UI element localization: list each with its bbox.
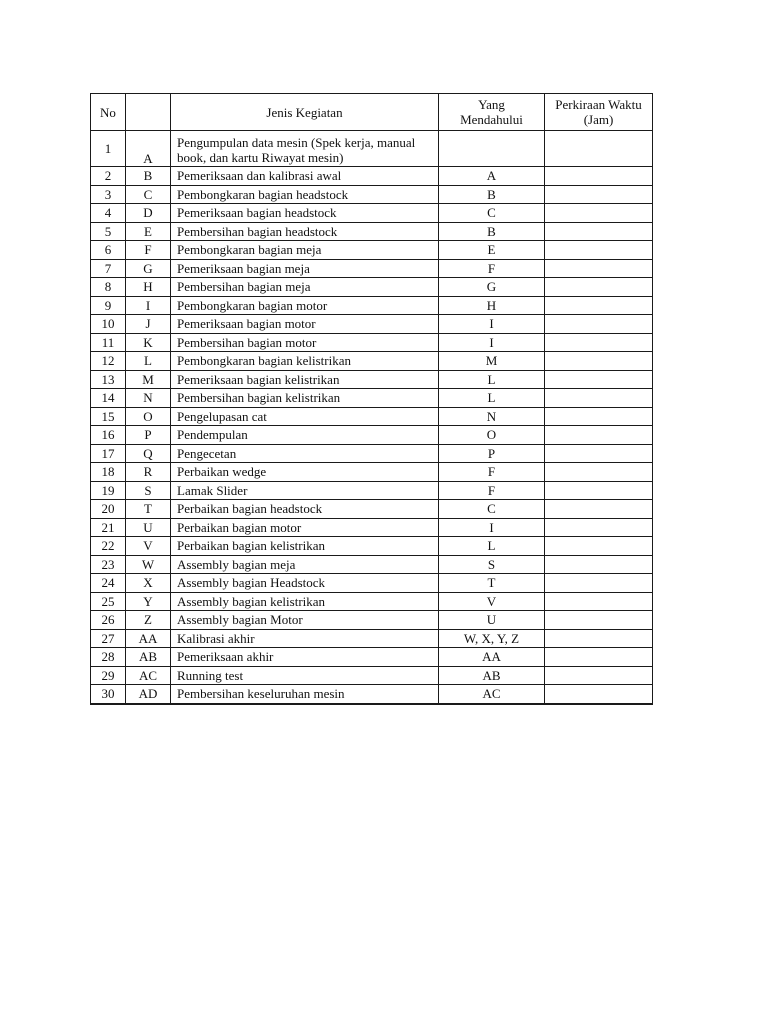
cell-predecessor: N [439, 407, 545, 426]
cell-code: C [126, 185, 171, 204]
cell-predecessor: B [439, 185, 545, 204]
table-row [91, 574, 653, 593]
cell-predecessor: L [439, 389, 545, 408]
cell-predecessor: L [439, 370, 545, 389]
cell-code: Y [126, 592, 171, 611]
cell-no: 21 [91, 518, 126, 537]
cell-no: 5 [91, 222, 126, 241]
cell-no: 13 [91, 370, 126, 389]
cell-predecessor: M [439, 352, 545, 371]
cell-predecessor: V [439, 592, 545, 611]
cell-no: 1 [91, 131, 126, 167]
cell-code: AD [126, 685, 171, 704]
cell-no: 2 [91, 167, 126, 186]
cell-duration [545, 666, 653, 685]
cell-predecessor: AC [439, 685, 545, 704]
cell-activity: Pemeriksaan dan kalibrasi awal [171, 167, 439, 186]
cell-activity: Lamak Slider [171, 481, 439, 500]
cell-duration [545, 463, 653, 482]
cell-duration [545, 370, 653, 389]
cell-no: 11 [91, 333, 126, 352]
cell-predecessor: P [439, 444, 545, 463]
cell-predecessor: A [439, 167, 545, 186]
cell-code: N [126, 389, 171, 408]
table-row [91, 629, 653, 648]
cell-duration [545, 315, 653, 334]
cell-activity: Pembongkaran bagian kelistrikan [171, 352, 439, 371]
cell-no: 15 [91, 407, 126, 426]
cell-code: AA [126, 629, 171, 648]
cell-duration [545, 296, 653, 315]
cell-activity: Pengecetan [171, 444, 439, 463]
table-row [91, 648, 653, 667]
cell-duration [545, 685, 653, 704]
cell-predecessor: F [439, 463, 545, 482]
cell-duration [545, 278, 653, 297]
cell-no: 26 [91, 611, 126, 630]
cell-activity: Pembongkaran bagian meja [171, 241, 439, 260]
header-predecessor: Yang Mendahului [439, 94, 545, 131]
cell-no: 20 [91, 500, 126, 519]
cell-predecessor: T [439, 574, 545, 593]
table-row [91, 241, 653, 260]
cell-code: B [126, 167, 171, 186]
cell-activity: Perbaikan bagian motor [171, 518, 439, 537]
table-row [91, 259, 653, 278]
cell-no: 14 [91, 389, 126, 408]
table-row [91, 370, 653, 389]
cell-code: Z [126, 611, 171, 630]
cell-code: U [126, 518, 171, 537]
cell-predecessor: S [439, 555, 545, 574]
activity-table-sheet [90, 93, 653, 705]
cell-predecessor: E [439, 241, 545, 260]
cell-no: 10 [91, 315, 126, 334]
cell-activity: Assembly bagian Motor [171, 611, 439, 630]
table-row [91, 296, 653, 315]
cell-activity: Pemeriksaan bagian kelistrikan [171, 370, 439, 389]
cell-code: R [126, 463, 171, 482]
cell-code: D [126, 204, 171, 223]
cell-predecessor: AB [439, 666, 545, 685]
cell-no: 29 [91, 666, 126, 685]
table-row [91, 500, 653, 519]
table-row [91, 315, 653, 334]
table-header [91, 94, 653, 131]
cell-duration [545, 204, 653, 223]
cell-activity: Assembly bagian Headstock [171, 574, 439, 593]
cell-duration [545, 555, 653, 574]
cell-activity: Pembersihan bagian motor [171, 333, 439, 352]
cell-duration [545, 389, 653, 408]
cell-code: I [126, 296, 171, 315]
cell-activity: Running test [171, 666, 439, 685]
cell-predecessor: I [439, 315, 545, 334]
table-row [91, 333, 653, 352]
cell-code: H [126, 278, 171, 297]
cell-duration [545, 259, 653, 278]
cell-no: 27 [91, 629, 126, 648]
cell-code: G [126, 259, 171, 278]
cell-no: 6 [91, 241, 126, 260]
cell-code: AB [126, 648, 171, 667]
cell-no: 30 [91, 685, 126, 704]
cell-code: W [126, 555, 171, 574]
cell-duration [545, 537, 653, 556]
cell-predecessor: L [439, 537, 545, 556]
cell-duration [545, 629, 653, 648]
cell-predecessor: F [439, 481, 545, 500]
cell-activity: Pengelupasan cat [171, 407, 439, 426]
table-row [91, 222, 653, 241]
cell-predecessor: B [439, 222, 545, 241]
cell-no: 22 [91, 537, 126, 556]
table-row [91, 481, 653, 500]
cell-activity: Pembersihan bagian meja [171, 278, 439, 297]
cell-duration [545, 407, 653, 426]
cell-predecessor: H [439, 296, 545, 315]
table-row [91, 167, 653, 186]
table-row [91, 666, 653, 685]
cell-no: 24 [91, 574, 126, 593]
cell-duration [545, 241, 653, 260]
cell-predecessor: C [439, 500, 545, 519]
cell-code: F [126, 241, 171, 260]
table-row [91, 463, 653, 482]
table-body [91, 131, 653, 704]
cell-code: X [126, 574, 171, 593]
cell-duration [545, 481, 653, 500]
table-row [91, 555, 653, 574]
cell-predecessor: F [439, 259, 545, 278]
cell-duration [545, 611, 653, 630]
cell-duration [545, 592, 653, 611]
cell-no: 28 [91, 648, 126, 667]
table-row [91, 518, 653, 537]
cell-predecessor: O [439, 426, 545, 445]
header-no: No [91, 94, 126, 131]
table-row [91, 611, 653, 630]
header-row [91, 94, 653, 131]
cell-code: T [126, 500, 171, 519]
cell-no: 16 [91, 426, 126, 445]
cell-activity: Pembersihan keseluruhan mesin [171, 685, 439, 704]
cell-activity: Perbaikan bagian kelistrikan [171, 537, 439, 556]
cell-predecessor: U [439, 611, 545, 630]
cell-activity: Pemeriksaan akhir [171, 648, 439, 667]
cell-activity: Perbaikan bagian headstock [171, 500, 439, 519]
cell-duration [545, 222, 653, 241]
cell-activity: Assembly bagian meja [171, 555, 439, 574]
cell-duration [545, 574, 653, 593]
table-row [91, 278, 653, 297]
cell-predecessor: C [439, 204, 545, 223]
cell-predecessor: W, X, Y, Z [439, 629, 545, 648]
cell-no: 7 [91, 259, 126, 278]
cell-duration [545, 648, 653, 667]
cell-code: K [126, 333, 171, 352]
cell-duration [545, 185, 653, 204]
table-row [91, 204, 653, 223]
cell-code: E [126, 222, 171, 241]
cell-activity: Pemeriksaan bagian headstock [171, 204, 439, 223]
table-row [91, 185, 653, 204]
cell-code: Q [126, 444, 171, 463]
cell-duration [545, 131, 653, 167]
cell-activity: Kalibrasi akhir [171, 629, 439, 648]
cell-code: V [126, 537, 171, 556]
cell-activity: Assembly bagian kelistrikan [171, 592, 439, 611]
cell-duration [545, 333, 653, 352]
cell-no: 19 [91, 481, 126, 500]
cell-no: 8 [91, 278, 126, 297]
header-duration: Perkiraan Waktu (Jam) [545, 94, 653, 131]
table-row [91, 444, 653, 463]
cell-activity: Pemeriksaan bagian meja [171, 259, 439, 278]
cell-code: AC [126, 666, 171, 685]
header-activity: Jenis Kegiatan [171, 94, 439, 131]
table-row [91, 426, 653, 445]
activity-table [90, 93, 653, 705]
cell-no: 17 [91, 444, 126, 463]
cell-duration [545, 426, 653, 445]
cell-activity: Pembongkaran bagian headstock [171, 185, 439, 204]
cell-duration [545, 352, 653, 371]
cell-code: S [126, 481, 171, 500]
cell-no: 4 [91, 204, 126, 223]
cell-code: O [126, 407, 171, 426]
cell-code: L [126, 352, 171, 371]
cell-duration [545, 444, 653, 463]
cell-activity: Pemeriksaan bagian motor [171, 315, 439, 334]
cell-no: 9 [91, 296, 126, 315]
table-row [91, 685, 653, 704]
cell-predecessor: G [439, 278, 545, 297]
cell-code: A [126, 131, 171, 167]
cell-no: 12 [91, 352, 126, 371]
cell-predecessor: I [439, 518, 545, 537]
cell-predecessor: AA [439, 648, 545, 667]
table-row [91, 131, 653, 167]
cell-duration [545, 500, 653, 519]
header-code [126, 94, 171, 131]
cell-activity: Pembersihan bagian headstock [171, 222, 439, 241]
cell-activity: Pembongkaran bagian motor [171, 296, 439, 315]
cell-no: 3 [91, 185, 126, 204]
cell-activity: Perbaikan wedge [171, 463, 439, 482]
cell-duration [545, 518, 653, 537]
cell-predecessor: I [439, 333, 545, 352]
cell-activity: Pembersihan bagian kelistrikan [171, 389, 439, 408]
table-row [91, 389, 653, 408]
cell-predecessor [439, 131, 545, 167]
cell-no: 18 [91, 463, 126, 482]
table-row [91, 592, 653, 611]
cell-code: M [126, 370, 171, 389]
cell-code: J [126, 315, 171, 334]
cell-activity: Pendempulan [171, 426, 439, 445]
cell-duration [545, 167, 653, 186]
table-row [91, 407, 653, 426]
cell-code: P [126, 426, 171, 445]
cell-activity: Pengumpulan data mesin (Spek kerja, manual book, dan kartu Riwayat mesin) [171, 131, 439, 167]
cell-no: 23 [91, 555, 126, 574]
cell-no: 25 [91, 592, 126, 611]
table-row [91, 352, 653, 371]
table-row [91, 537, 653, 556]
